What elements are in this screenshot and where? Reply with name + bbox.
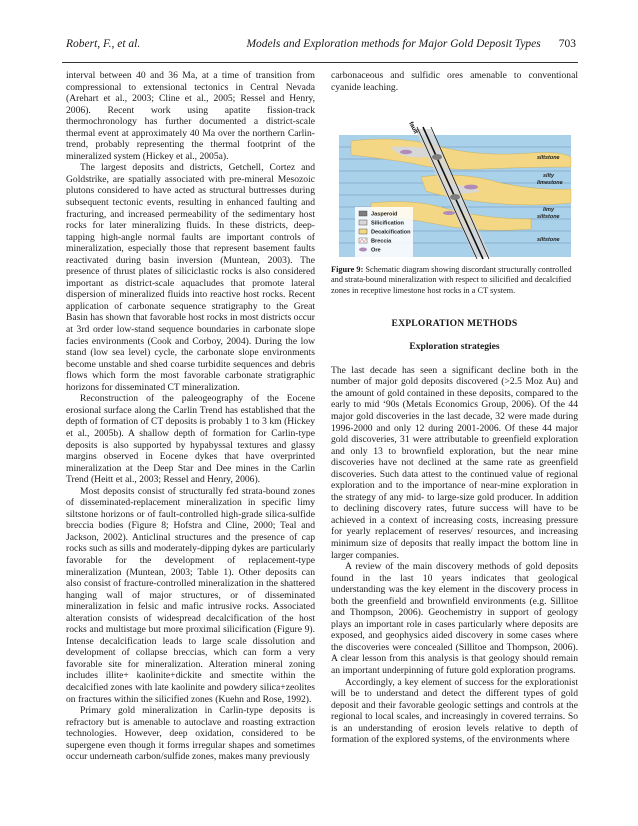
header-rule: [62, 62, 578, 63]
schematic-diagram: [331, 107, 578, 265]
left-column: [66, 70, 315, 763]
section-title: EXPLORATION METHODS: [391, 317, 518, 329]
caption-text: Schematic diagram showing discordant structurally controlled and strata-bound mineralization with respect to silicified and decalcified zones in receptive limestone host rocks in a CT system.: [331, 265, 572, 295]
paragraph: carbonaceous and sulfidic ores amenable to conventional cyanide leaching.: [331, 70, 578, 93]
paragraph: The last decade has seen a significant decline both in the number of major gold deposits discovered (>2.5 Moz Au) and the amount of gold contained in these deposits, compared to the early to mid ‘90s (Metals Economics Group, 2006). Of the 44 major gold discoveries in the last decade, 32 were made during 1996-2000 and only 12 during 2001-2006. Of these 44 major gold discoveries, 31 were attributable to greenfield exploration and only 13 to brownfield exploration, but the near mine discoveries have not declined at the same rate as greenfield discoveries. Such data attest to the continued value of regional exploration and to the importance of near-mine exploration in the strategy of any mid- to large-size gold producer. In addition to declining discovery rates, future success will have to be achieved in a context of increasing costs, increasing pressure for yearly replacement of reserves/ resources, and increasing minimum size of deposits that really impact the bottom line in larger companies.: [331, 364, 578, 561]
layer-label: silty: [543, 173, 555, 180]
paragraph: Accordingly, a key element of success for the explorationist will be to understand and detect the different types of gold deposit and their favorable geologic settings and controls at the regional to local scales, and increasingly in covered terrains. So is an understanding of erosion levels relative to depth of formation of the explored systems, of the environments where: [331, 676, 578, 746]
paragraph: interval between 40 and 36 Ma, at a time of transition from compressional to extensional tectonics in Central Nevada (Arehart et al., 2003; Cline et al., 2005; Ressel and Henry, 2006). Recent work using apatite fission-track thermochronology has further documented a district-scale thermal event at approximately 40 Ma over the northern Carlin-trend, probably representing the thermal footprint of the mineralized system (Hickey et al., 2005a).: [66, 70, 315, 162]
paragraph: Reconstruction of the paleogeography of the Eocene erosional surface along the Carlin Trend has established that the depth of formation of CT deposits is probably 1 to 3 km (Hickey et al., 2005b). A shallow depth of formation for Carlin-type deposits is also supported by hypabyssal textures and glassy margins observed in Eocene dykes that have overprinted mineralization at the Deep Star and Dee mines in the Carlin Trend (Heitt et al., 2003; Ressel and Henry, 2006).: [66, 393, 315, 486]
paragraph: A review of the main discovery methods of gold deposits found in the last 10 years indicates that geological understanding was the key element in the discovery process in both the greenfield and brownfield environments (e.g. Sillitoe and Thompson, 2006). Geochemistry in support of geology plays an important role in cases particularly where deposits are exposed, and geophysics aided discovery in some cases where the discoveries were concealed (Sillitoe and Thompson, 2006). A clear lesson from this analysis is that geology should remain an important underpinning of future gold exploration programs.: [331, 561, 578, 677]
header-title: Models and Exploration methods for Major Gold Deposit Types: [246, 38, 541, 50]
legend-swatch-decalcification: [359, 229, 367, 234]
figure-caption: [331, 265, 578, 296]
legend: [355, 207, 413, 257]
legend-swatch-ore: [359, 248, 367, 252]
layer-label: siltstone: [537, 214, 560, 221]
layer-label: limy: [543, 207, 555, 214]
subsection-title: Exploration strategies: [409, 341, 500, 353]
legend-label: Silicification: [371, 220, 404, 227]
paragraph: The largest deposits and districts, Getchell, Cortez and Goldstrike, are spatially associated with pre-mineral Mesozoic plutons considered to have acted as structural buttresses during subsequent tectonic events, resulting in enhanced faulting and fracturing, and increased permeability of the sedimentary host rocks for later mineralizing fluids. In these districts, deep-tapping high-angle normal faults are important controls of mineralization, especially those that represent basement faults reactivated during basin inversion (Muntean, 2003). The presence of thrust plates of siliciclastic rocks is also considered important as district-scale aquacludes that promote lateral dispersion of mineralized fluids into reactive host rocks. Recent application of carbonate sequence stratigraphy to the Great Basin has shown that favorable host rocks in most districts occur at 3rd order low-stand sequence boundaries in carbonate slope facies environments (Cook and Corboy, 2004). During the low stand (low sea level) cycle, the carbonate slope environments become unstable and shed coarse turbidite sequences and debris flows which form the most favorable carbonate stratigraphic horizons for disseminated CT mineralization.: [66, 162, 315, 393]
legend-swatch-silicification: [359, 220, 367, 225]
right-column: [331, 70, 578, 746]
layer-label: siltstone: [537, 155, 560, 162]
header-right: [246, 38, 576, 58]
header-authors: Robert, F., et al.: [66, 38, 141, 50]
legend-label: Ore: [371, 247, 381, 254]
paragraph: Most deposits consist of structurally fed strata-bound zones of disseminated-replacement mineralization in specific limy siltstone horizons or of fault-controlled high-grade silica-sulfide breccia bodies (Figure 8; Hofstra and Cline, 2000; Teal and Jackson, 2002). Anticlinal structures and the presence of cap rocks such as sills and moderately-dipping dykes are particularly favorable for the development of replacement-type mineralization (Muntean, 2003; Table 1). Other deposits can also consist of fracture-controlled mineralization in the shattered hanging wall of major structures, or of disseminated mineralization in felsic and mafic intrusive rocks. Associated alteration consists of widespread decalcification of the host rocks and multistage but more proximal silicification (Figure 9). Intense decalcification leads to large scale dissolution and development of collapse breccias, which can form a very favorable site for mineralization. Alteration mineral zoning includes illite+ kaolinite+dickite and smectite within the decalcified zones with late kaolinite and powdery silica+zeolites on fractures within the silicified zones (Kuehn and Rose, 1992).: [66, 485, 315, 705]
legend-label: Jasperoid: [371, 211, 398, 218]
layer-label: siltstone: [537, 237, 560, 244]
legend-swatch-jasperoid: [359, 211, 367, 216]
running-header: [66, 38, 576, 58]
page-number: 703: [558, 38, 576, 50]
legend-label: Decalcification: [371, 229, 411, 236]
figure-9: [331, 107, 578, 265]
paragraph: Primary gold mineralization in Carlin-type deposits is refractory but is amenable to autoclave and roasting extraction technologies. However, deep oxidation, considered to be supergene even though it forms irregular shapes and sometimes occur underneath carbon/sulfide zones, makes many previously: [66, 705, 315, 763]
legend-label: Breccia: [371, 238, 392, 245]
caption-label: Figure 9:: [331, 265, 364, 275]
fault-label: fault: [407, 121, 419, 136]
layer-label: limestone: [537, 180, 563, 187]
